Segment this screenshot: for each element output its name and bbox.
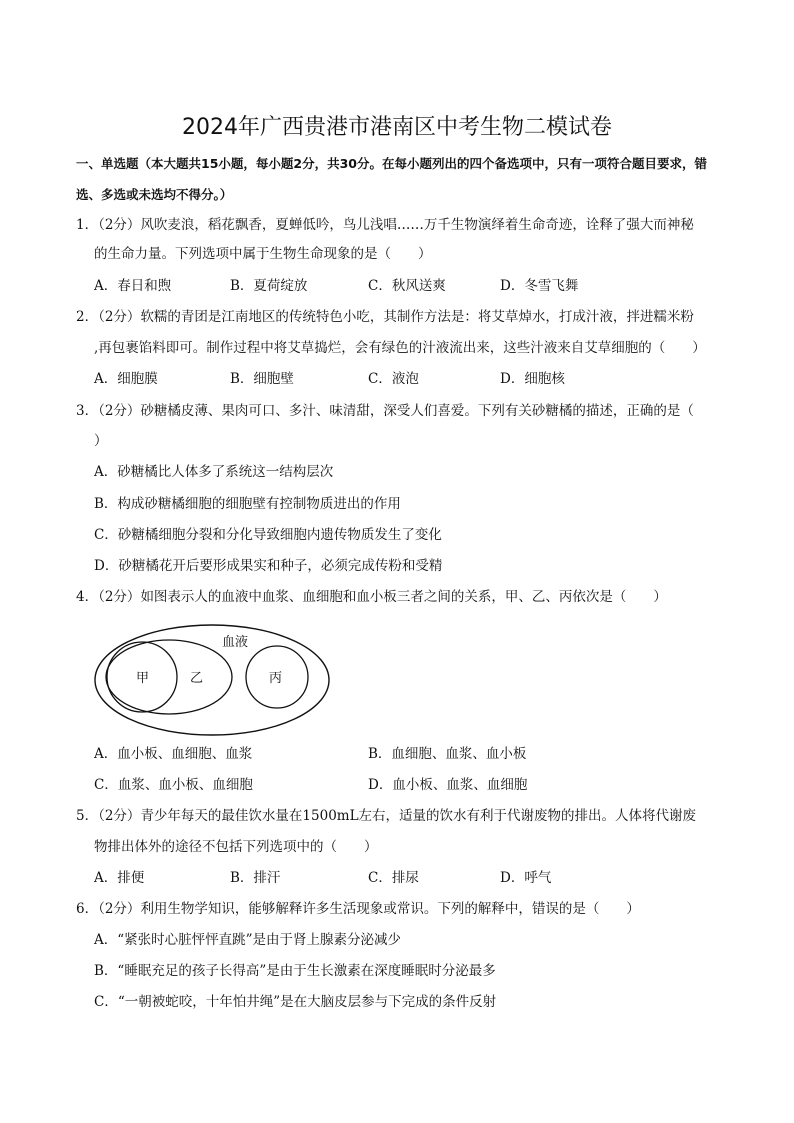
question-6-option-c: C．“一朝被蛇咬，十年怕井绳”是在大脑皮层参与下完成的条件反射 xyxy=(94,994,497,1010)
question-2-option-d: D．细胞核 xyxy=(500,371,565,387)
question-1-option-c: C．秋风送爽 xyxy=(368,278,446,294)
question-1-option-d: D．冬雪飞舞 xyxy=(500,278,579,294)
question-3-option-a: A．砂糖橘比人体多了系统这一结构层次 xyxy=(94,464,334,480)
question-2-stem-line2: ,再包裹馅料即可。制作过程中将艾草捣烂，会有绿色的汁液流出来，这些汁液来自艾草细胞的（ ） xyxy=(94,340,706,356)
blood-venn-diagram xyxy=(92,622,332,738)
question-3-stem-line1: 3．（2分）砂糖橘皮薄、果肉可口、多汁、味清甜，深受人们喜爱。下列有关砂糖橘的描述，正确的是（ xyxy=(76,403,694,419)
question-3-option-d: D．砂糖橘花开后要形成果实和种子，必须完成传粉和受精 xyxy=(94,558,443,574)
question-5-stem-line2: 物排出体外的途径不包括下列选项中的（ ） xyxy=(94,839,378,855)
question-4-option-b: B．血细胞、血浆、血小板 xyxy=(368,746,527,762)
section-heading: 一、单选题（本大题共15小题，每小题2分，共30分。在每小题列出的四个备选项中，只有一项符合题目要求，错选、多选或未选均不得分。） xyxy=(76,156,707,202)
label-right-inner: 丙 xyxy=(269,671,283,686)
question-5-option-d: D．呼气 xyxy=(500,870,552,886)
label-outer: 血液 xyxy=(222,635,249,650)
question-5-option-a: A．排便 xyxy=(94,870,145,886)
question-1-stem-line2: 的生命力量。下列选项中属于生物生命现象的是（ ） xyxy=(94,246,432,262)
label-left-inner: 甲 xyxy=(136,671,150,686)
question-6-stem-line1: 6．（2分）利用生物学知识，能够解释许多生活现象或常识。下列的解释中，错误的是（ ） xyxy=(76,901,640,917)
question-4-stem-line1: 4．（2分）如图表示人的血液中血浆、血细胞和血小板三者之间的关系，甲、乙、丙依次是（ ） xyxy=(76,589,667,605)
question-1-stem-line1: 1．（2分）风吹麦浪，稻花飘香，夏蝉低吟，鸟儿浅唱……万千生物演绎着生命奇迹，诠释了强大而神秘 xyxy=(76,217,694,233)
question-2-option-a: A．细胞膜 xyxy=(94,371,158,387)
question-4-option-d: D．血小板、血浆、血细胞 xyxy=(368,777,528,793)
question-2-stem-line1: 2．（2分）软糯的青团是江南地区的传统特色小吃，其制作方法是：将艾草焯水，打成汁液，拌进糯米粉 xyxy=(76,309,694,325)
question-3-option-c: C．砂糖橘细胞分裂和分化导致细胞内遗传物质发生了变化 xyxy=(94,527,442,543)
page-title: 2024年广西贵港市港南区中考生物二模试卷 xyxy=(182,115,612,140)
question-1-option-b: B．夏荷绽放 xyxy=(230,278,308,294)
question-6-option-b: B．“睡眠充足的孩子长得高”是由于生长激素在深度睡眠时分泌最多 xyxy=(94,963,496,979)
question-1-option-a: A．春日和煦 xyxy=(94,278,172,294)
question-5-option-c: C．排尿 xyxy=(368,870,419,886)
middle-ellipse xyxy=(106,640,232,714)
question-3-option-b: B．构成砂糖橘细胞的细胞壁有控制物质进出的作用 xyxy=(94,496,401,512)
question-4-option-c: C．血浆、血小板、血细胞 xyxy=(94,777,253,793)
question-5-option-b: B．排汗 xyxy=(230,870,281,886)
question-2-option-b: B．细胞壁 xyxy=(230,371,294,387)
question-2-option-c: C．液泡 xyxy=(368,371,419,387)
question-6-option-a: A．“紧张时心脏怦怦直跳”是由于肾上腺素分泌减少 xyxy=(94,932,402,948)
question-3-stem-line2: ） xyxy=(94,433,108,449)
question-5-stem-line1: 5．（2分）青少年每天的最佳饮水量在1500mL左右，适量的饮水有利于代谢废物的排出。人体将代谢废 xyxy=(76,808,697,824)
question-4-option-a: A．血小板、血细胞、血浆 xyxy=(94,746,253,762)
label-middle: 乙 xyxy=(190,671,204,686)
outer-ellipse xyxy=(95,625,329,735)
